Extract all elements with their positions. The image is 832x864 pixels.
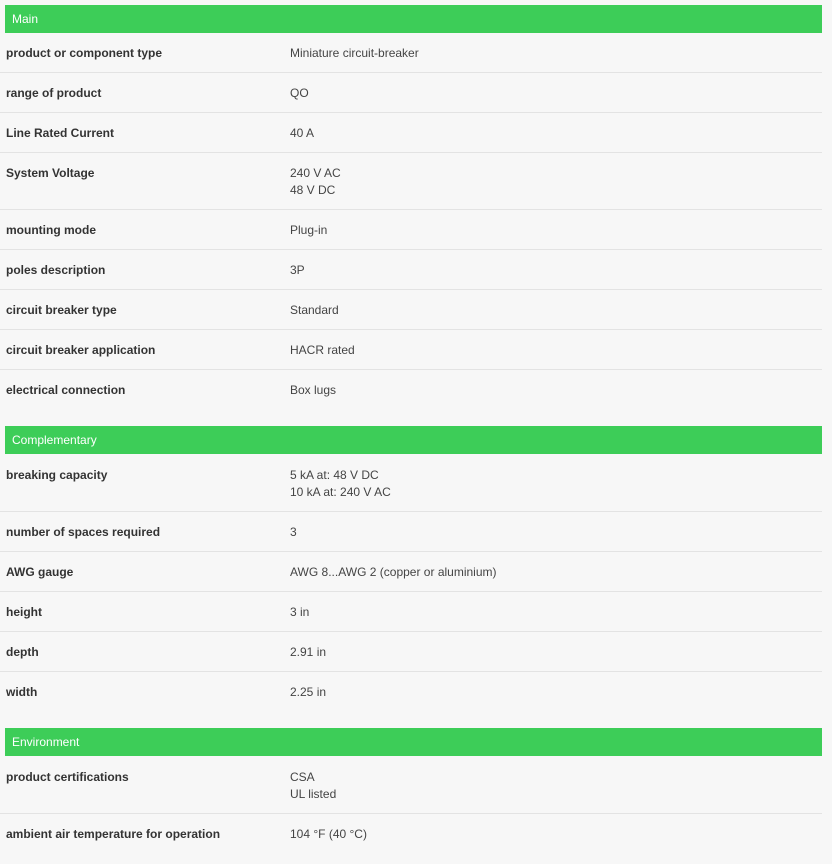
row-label: poles description — [6, 263, 106, 277]
row-value — [290, 467, 391, 501]
row-label: number of spaces required — [6, 525, 161, 539]
table-row — [0, 290, 822, 330]
table-row — [0, 672, 822, 712]
section-header-environment: Environment — [5, 728, 822, 756]
row-value — [290, 564, 497, 581]
row-value — [290, 524, 297, 541]
table-row — [0, 330, 822, 370]
value-line: HACR rated — [290, 343, 355, 357]
table-row — [0, 73, 822, 113]
value-line: 3P — [290, 263, 305, 277]
table-row — [0, 210, 822, 250]
row-value — [290, 222, 327, 239]
row-value — [290, 342, 355, 359]
value-line: 10 kA at: 240 V AC — [290, 485, 391, 499]
row-value — [290, 302, 339, 319]
table-row — [0, 33, 822, 73]
row-label: width — [6, 685, 38, 699]
row-value — [290, 165, 341, 199]
row-value — [290, 604, 309, 621]
row-label: circuit breaker application — [6, 343, 156, 357]
row-value — [290, 85, 309, 102]
value-line: 104 °F (40 °C) — [290, 827, 367, 841]
section-header-main: Main — [5, 5, 822, 33]
value-line: 5 kA at: 48 V DC — [290, 468, 379, 482]
value-line: 48 V DC — [290, 183, 336, 197]
value-line: CSA — [290, 770, 315, 784]
value-line: Plug-in — [290, 223, 328, 237]
value-line: 3 — [290, 525, 297, 539]
row-value — [290, 684, 326, 701]
value-line: Standard — [290, 303, 339, 317]
value-line: AWG 8...AWG 2 (copper or aluminium) — [290, 565, 497, 579]
row-value — [290, 644, 326, 661]
table-row — [0, 592, 822, 632]
row-value — [290, 382, 336, 399]
row-value — [290, 125, 314, 142]
row-value — [290, 769, 336, 803]
row-label: circuit breaker type — [6, 303, 117, 317]
table-row — [0, 552, 822, 592]
row-label: height — [6, 605, 42, 619]
row-value — [290, 45, 419, 62]
table-row — [0, 455, 822, 512]
row-label: ambient air temperature for operation — [6, 827, 221, 841]
row-label: AWG gauge — [6, 565, 74, 579]
row-label: range of product — [6, 86, 102, 100]
table-row — [0, 113, 822, 153]
value-line: 40 A — [290, 126, 315, 140]
value-line: 240 V AC — [290, 166, 341, 180]
row-label: breaking capacity — [6, 468, 108, 482]
value-line: 3 in — [290, 605, 310, 619]
value-line: Miniature circuit-breaker — [290, 46, 419, 60]
table-row — [0, 370, 822, 410]
table-row — [0, 632, 822, 672]
row-value — [290, 826, 367, 843]
section-header-complementary: Complementary — [5, 426, 822, 454]
value-line: QO — [290, 86, 309, 100]
table-row — [0, 153, 822, 210]
row-label: product or component type — [6, 46, 162, 60]
table-row — [0, 757, 822, 814]
table-row — [0, 250, 822, 290]
value-line: Box lugs — [290, 383, 337, 397]
value-line: 2.25 in — [290, 685, 327, 699]
table-row — [0, 512, 822, 552]
row-value — [290, 262, 305, 279]
value-line: UL listed — [290, 787, 337, 801]
row-label: product certifications — [6, 770, 129, 784]
row-label: Line Rated Current — [6, 126, 115, 140]
row-label: depth — [6, 645, 39, 659]
row-label: mounting mode — [6, 223, 96, 237]
row-label: electrical connection — [6, 383, 126, 397]
value-line: 2.91 in — [290, 645, 327, 659]
table-row — [0, 814, 822, 854]
row-label: System Voltage — [6, 166, 95, 180]
